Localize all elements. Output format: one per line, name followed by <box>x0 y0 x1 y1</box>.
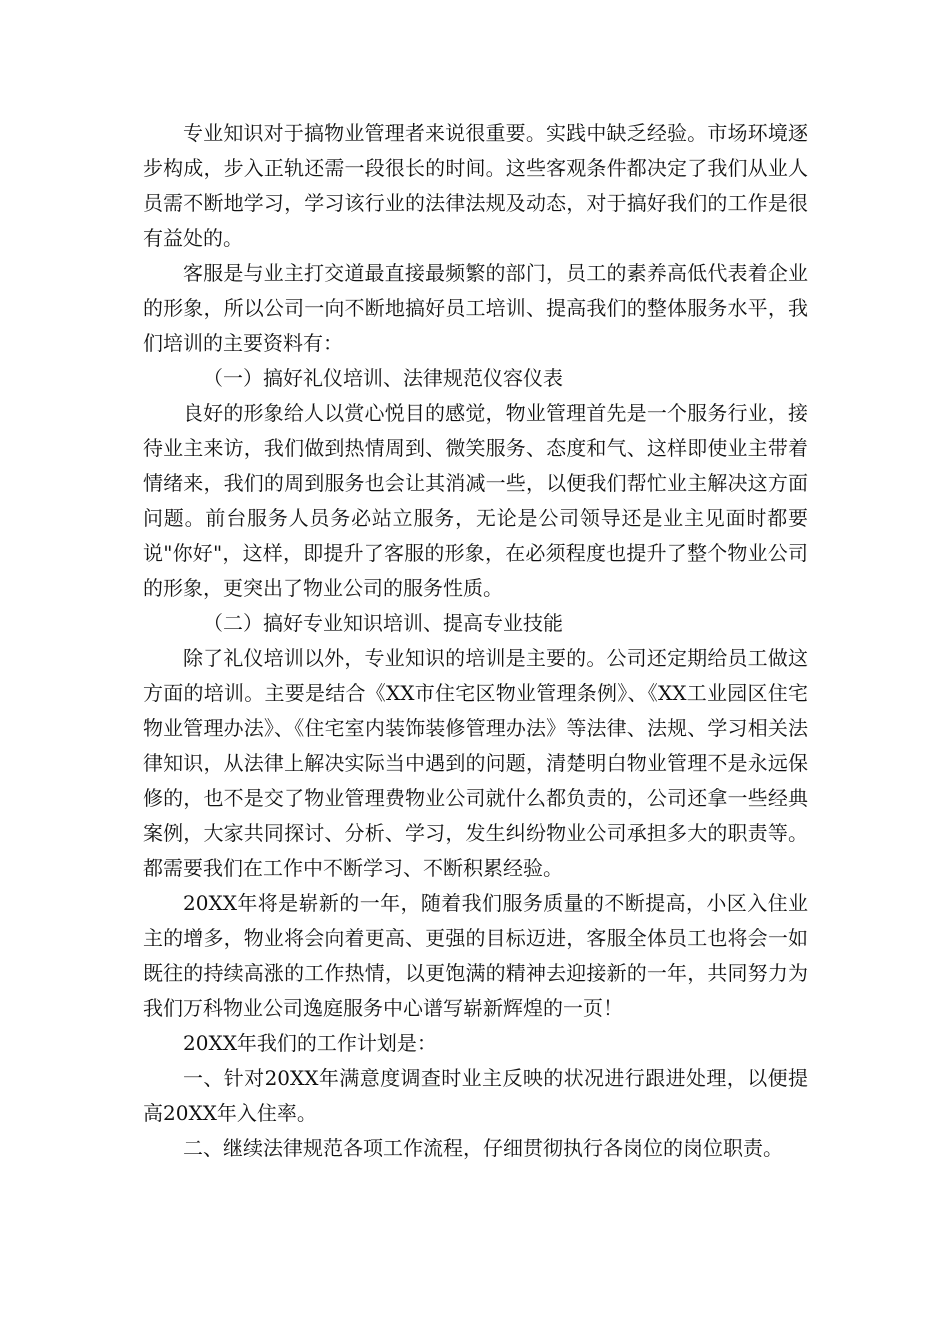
paragraph-good-image: 良好的形象给人以赏心悦目的感觉，物业管理首先是一个服务行业，接待业主来访，我们做到热情周到、微笑服务、态度和气、这样即使业主带着情绪来，我们的周到服务也会让其消减一些，以便我们帮忙业主解决这方面问题。前台服务人员务必站立服务，无论是公司领导还是业主见面时都要说"你好"，这样，即提升了客服的形象，在必须程度也提升了整个物业公司的形象，更突出了物业公司的服务性质。 <box>143 401 808 600</box>
paragraph-plan-item-2: 二、继续法律规范各项工作流程，仔细贯彻执行各岗位的岗位职责。 <box>183 1136 783 1160</box>
paragraph-legal-knowledge: 除了礼仪培训以外，专业知识的培训是主要的。公司还定期给员工做这方面的培训。主要是结合《XX市住宅区物业管理条例》、《XX工业园区住宅物业管理办法》、《住宅室内装饰装修管理办法》等法律、法规、学习相关法律知识，从法律上解决实际当中遇到的问题，清楚明白物业管理不是永远保修的，也不是交了物业管理费物业公司就什么都负责的，公司还拿一些经典案例，大家共同探讨、分析、学习，发生纠纷物业公司承担多大的职责等。都需要我们在工作中不断学习、不断积累经验。 <box>143 646 808 880</box>
paragraph-plan-item-1: 一、针对20XX年满意度调查时业主反映的状况进行跟进处理，以便提高20XX年入住率。 <box>143 1066 808 1125</box>
document-body <box>143 116 808 1166</box>
paragraph-new-year: 20XX年将是崭新的一年，随着我们服务质量的不断提高，小区入住业主的增多，物业将会向着更高、更强的目标迈进，客服全体员工也将会一如既往的持续高涨的工作热情，以更饱满的精神去迎接新的一年，共同努力为我们万科物业公司逸庭服务中心谱写崭新辉煌的一页！ <box>143 891 808 1020</box>
paragraph-work-plan-intro: 20XX年我们的工作计划是： <box>183 1031 437 1055</box>
section-heading-professional-training: （二）搞好专业知识培训、提高专业技能 <box>203 611 563 635</box>
paragraph-customer-service: 客服是与业主打交道最直接最频繁的部门，员工的素养高低代表着企业的形象，所以公司一向不断地搞好员工培训、提高我们的整体服务水平，我们培训的主要资料有： <box>143 261 808 355</box>
section-heading-etiquette-training: （一）搞好礼仪培训、法律规范仪容仪表 <box>203 366 563 390</box>
paragraph-professional-knowledge: 专业知识对于搞物业管理者来说很重要。实践中缺乏经验。市场环境逐步构成，步入正轨还需一段很长的时间。这些客观条件都决定了我们从业人员需不断地学习，学习该行业的法律法规及动态，对于搞好我们的工作是很有益处的。 <box>143 121 808 250</box>
